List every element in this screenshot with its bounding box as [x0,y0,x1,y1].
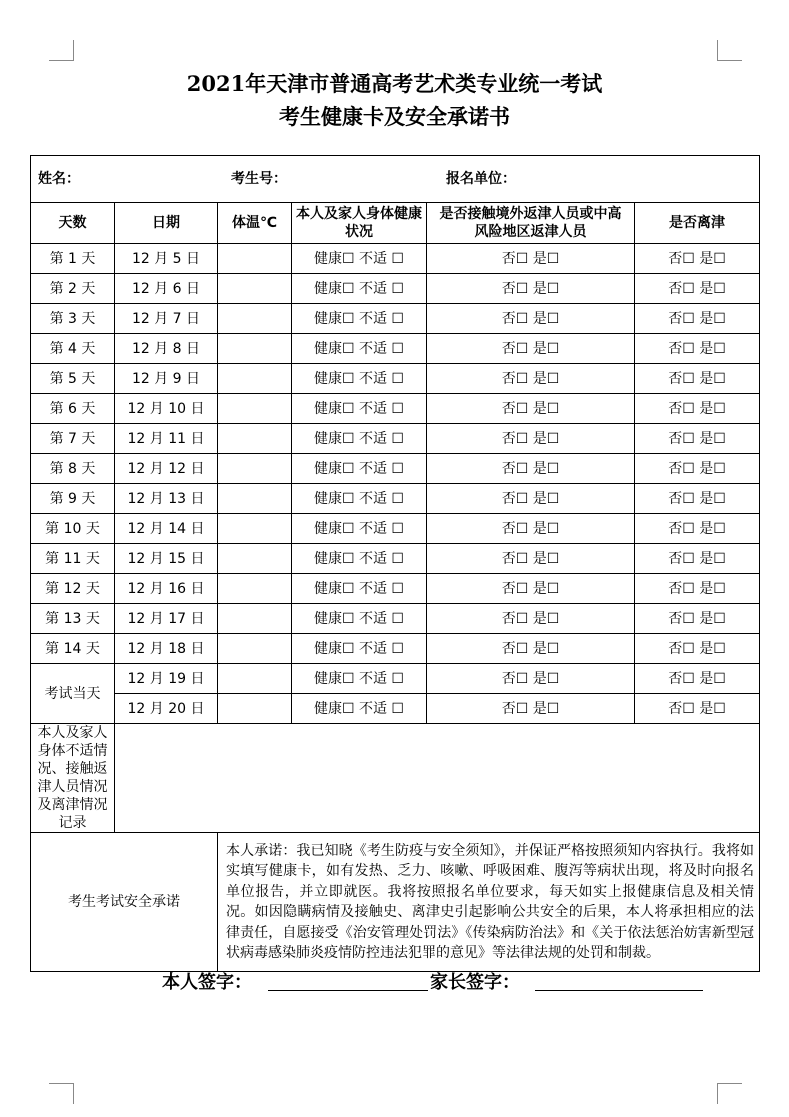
date-cell: 12 月 11 日 [115,424,218,454]
day-row [31,544,760,574]
date-cell: 12 月 8 日 [115,334,218,364]
promise-label: 考生考试安全承诺 [31,833,218,972]
temperature-cell[interactable] [218,244,292,274]
crop-mark-bottom-right [717,1083,742,1104]
exam-day-row [31,694,760,724]
date-cell: 12 月 10 日 [115,394,218,424]
health-option[interactable]: 健康☐ 不适 ☐ [292,604,427,634]
registration-unit-label: 报名单位： [446,171,516,187]
date-cell: 12 月 12 日 [115,454,218,484]
header-leave-tianjin: 是否离津 [635,203,760,244]
health-option[interactable]: 健康☐ 不适 ☐ [292,304,427,334]
temperature-cell[interactable] [218,664,292,694]
health-option[interactable]: 健康☐ 不适 ☐ [292,634,427,664]
crop-mark-top-right [717,40,742,61]
day-cell: 第 4 天 [31,334,115,364]
health-option[interactable]: 健康☐ 不适 ☐ [292,664,427,694]
exam-day-row [31,664,760,694]
day-cell: 第 10 天 [31,514,115,544]
date-cell: 12 月 17 日 [115,604,218,634]
day-cell: 第 13 天 [31,604,115,634]
contact-option[interactable]: 否☐ 是☐ [427,604,635,634]
date-cell: 12 月 20 日 [115,694,218,724]
day-cell: 第 9 天 [31,484,115,514]
temperature-cell[interactable] [218,454,292,484]
contact-option[interactable]: 否☐ 是☐ [427,304,635,334]
day-row [31,304,760,334]
crop-mark-bottom-left [49,1083,74,1104]
day-row [31,334,760,364]
contact-option[interactable]: 否☐ 是☐ [427,394,635,424]
self-signature-label: 本人签字： [162,972,252,993]
header-health: 本人及家人身体健康状况 [292,203,427,244]
temperature-cell[interactable] [218,364,292,394]
record-label: 本人及家人身体不适情况、接触返津人员情况及离津情况记录 [31,724,115,833]
leave-option[interactable]: 否☐ 是☐ [635,604,760,634]
contact-option[interactable]: 否☐ 是☐ [427,664,635,694]
temperature-cell[interactable] [218,304,292,334]
day-row [31,364,760,394]
health-option[interactable]: 健康☐ 不适 ☐ [292,574,427,604]
leave-option[interactable]: 否☐ 是☐ [635,484,760,514]
info-row [31,156,760,203]
health-card-table [30,155,760,972]
health-option[interactable]: 健康☐ 不适 ☐ [292,244,427,274]
leave-option[interactable]: 否☐ 是☐ [635,544,760,574]
leave-option[interactable]: 否☐ 是☐ [635,364,760,394]
temperature-cell[interactable] [218,514,292,544]
name-label: 姓名： [38,171,80,187]
header-temperature: 体温℃ [218,203,292,244]
day-cell: 第 12 天 [31,574,115,604]
health-option[interactable]: 健康☐ 不适 ☐ [292,514,427,544]
day-cell: 第 7 天 [31,424,115,454]
day-cell: 第 3 天 [31,304,115,334]
temperature-cell[interactable] [218,604,292,634]
day-row [31,454,760,484]
leave-option[interactable]: 否☐ 是☐ [635,664,760,694]
temperature-cell[interactable] [218,424,292,454]
day-row [31,484,760,514]
date-cell: 12 月 5 日 [115,244,218,274]
temperature-cell[interactable] [218,544,292,574]
temperature-cell[interactable] [218,484,292,514]
header-date: 日期 [115,203,218,244]
date-cell: 12 月 13 日 [115,484,218,514]
document-title: 2021年天津市普通高考艺术类专业统一考试 [186,71,603,96]
leave-option[interactable]: 否☐ 是☐ [635,454,760,484]
health-option[interactable]: 健康☐ 不适 ☐ [292,394,427,424]
header-day: 天数 [31,203,115,244]
exam-day-label: 考试当天 [31,664,115,724]
contact-option[interactable]: 否☐ 是☐ [427,694,635,724]
day-row [31,574,760,604]
promise-row [31,833,760,972]
record-row [31,724,760,833]
leave-option[interactable]: 否☐ 是☐ [635,694,760,724]
leave-option[interactable]: 否☐ 是☐ [635,634,760,664]
leave-option[interactable]: 否☐ 是☐ [635,394,760,424]
health-option[interactable]: 健康☐ 不适 ☐ [292,544,427,574]
crop-mark-top-left [49,40,74,61]
day-cell: 第 5 天 [31,364,115,394]
contact-option[interactable]: 否☐ 是☐ [427,424,635,454]
document-subtitle: 考生健康卡及安全承诺书 [279,104,510,129]
contact-option[interactable]: 否☐ 是☐ [427,364,635,394]
contact-option[interactable]: 否☐ 是☐ [427,514,635,544]
date-cell: 12 月 7 日 [115,304,218,334]
date-cell: 12 月 9 日 [115,364,218,394]
health-option[interactable]: 健康☐ 不适 ☐ [292,274,427,304]
day-row [31,244,760,274]
contact-option[interactable]: 否☐ 是☐ [427,274,635,304]
day-cell: 第 1 天 [31,244,115,274]
temperature-cell[interactable] [218,634,292,664]
record-input-area[interactable] [115,724,760,833]
leave-option[interactable]: 否☐ 是☐ [635,514,760,544]
health-option[interactable]: 健康☐ 不适 ☐ [292,454,427,484]
leave-option[interactable]: 否☐ 是☐ [635,574,760,604]
contact-option[interactable]: 否☐ 是☐ [427,574,635,604]
day-cell: 第 8 天 [31,454,115,484]
day-row [31,274,760,304]
contact-option[interactable]: 否☐ 是☐ [427,484,635,514]
temperature-cell[interactable] [218,574,292,604]
leave-option[interactable]: 否☐ 是☐ [635,274,760,304]
parent-signature-label: 家长签字： [430,972,520,993]
day-cell: 第 11 天 [31,544,115,574]
date-cell: 12 月 19 日 [115,664,218,694]
date-cell: 12 月 6 日 [115,274,218,304]
promise-text: 本人承诺：我已知晓《考生防疫与安全须知》，并保证严格按照须知内容执行。我将如实填写健康卡，如有发热、乏力、咳嗽、呼吸困难、腹泻等病状出现，将及时向报名单位报告，并立即就医。我将按照报名单位要求，每天如实上报健康信息及相关情况。如因隐瞒病情及接触史、离津史引起影响公共安全的后果，本人将承担相应的法律责任，自愿接受《治安管理处罚法》《传染病防治法》和《关于依法惩治妨害新型冠状病毒感染肺炎疫情防控违法犯罪的意见》等法律法规的处罚和制裁。 [218,833,760,972]
date-cell: 12 月 16 日 [115,574,218,604]
temperature-cell[interactable] [218,694,292,724]
leave-option[interactable]: 否☐ 是☐ [635,334,760,364]
temperature-cell[interactable] [218,274,292,304]
date-cell: 12 月 14 日 [115,514,218,544]
day-row [31,424,760,454]
health-option[interactable]: 健康☐ 不适 ☐ [292,424,427,454]
parent-signature-line[interactable] [535,990,703,991]
day-row [31,514,760,544]
date-cell: 12 月 18 日 [115,634,218,664]
day-cell: 第 2 天 [31,274,115,304]
contact-option[interactable]: 否☐ 是☐ [427,544,635,574]
day-row [31,394,760,424]
header-row [31,203,760,244]
day-cell: 第 14 天 [31,634,115,664]
health-option[interactable]: 健康☐ 不适 ☐ [292,694,427,724]
day-cell: 第 6 天 [31,394,115,424]
contact-option[interactable]: 否☐ 是☐ [427,454,635,484]
contact-option[interactable]: 否☐ 是☐ [427,634,635,664]
leave-option[interactable]: 否☐ 是☐ [635,244,760,274]
self-signature-line[interactable] [268,990,428,991]
exam-number-label: 考生号： [231,171,287,187]
health-option[interactable]: 健康☐ 不适 ☐ [292,334,427,364]
health-option[interactable]: 健康☐ 不适 ☐ [292,484,427,514]
header-contact: 是否接触境外返津人员或中高风险地区返津人员 [427,203,635,244]
temperature-cell[interactable] [218,394,292,424]
contact-option[interactable]: 否☐ 是☐ [427,334,635,364]
date-cell: 12 月 15 日 [115,544,218,574]
health-option[interactable]: 健康☐ 不适 ☐ [292,364,427,394]
day-row [31,604,760,634]
leave-option[interactable]: 否☐ 是☐ [635,424,760,454]
contact-option[interactable]: 否☐ 是☐ [427,244,635,274]
temperature-cell[interactable] [218,334,292,364]
leave-option[interactable]: 否☐ 是☐ [635,304,760,334]
day-row [31,634,760,664]
